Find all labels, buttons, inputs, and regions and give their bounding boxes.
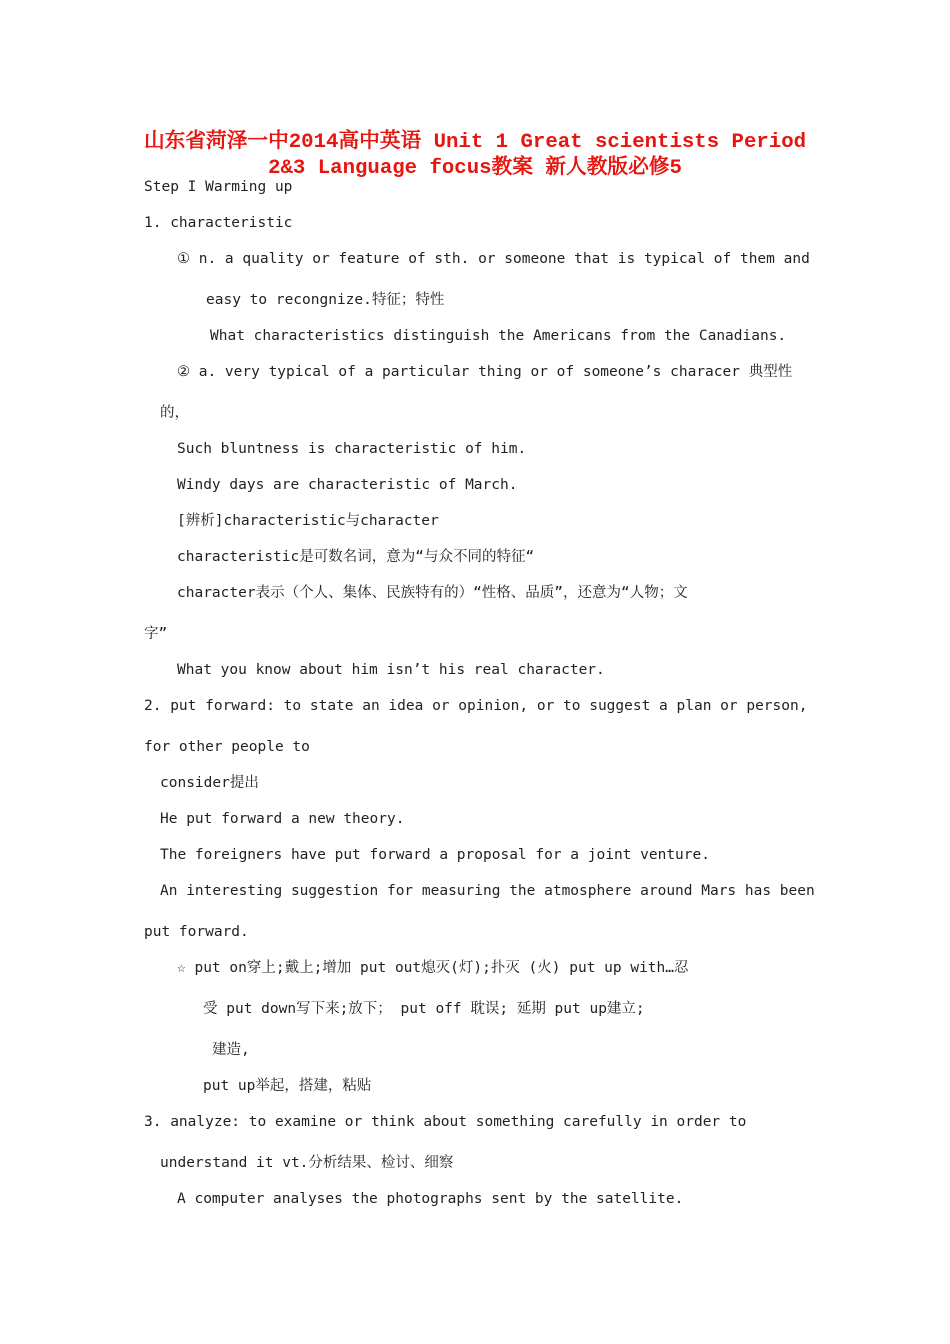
example-sentence: put forward. (144, 924, 249, 940)
example-sentence: A computer analyses the photographs sent by the satellite. (177, 1191, 684, 1207)
analysis-line: 字” (144, 626, 168, 642)
definition-line: ① n. a quality or feature of sth. or someone that is typical of them and (177, 251, 810, 267)
item-heading: 2. put forward: to state an idea or opinion, or to suggest a plan or person, (144, 698, 808, 714)
document-title-line-2: 2&3 Language focus教案 新人教版必修5 (268, 157, 682, 180)
item-heading: 1. characteristic (144, 215, 293, 231)
definition-line: consider提出 (160, 775, 259, 791)
phrase-list-line: put up举起，搭建，粘贴 (203, 1078, 372, 1094)
definition-line: easy to recongnize.特征；特性 (206, 292, 445, 308)
example-sentence: Windy days are characteristic of March. (177, 477, 518, 493)
example-sentence: The foreigners have put forward a proposal for a joint venture. (160, 847, 710, 863)
example-sentence: What characteristics distinguish the Americans from the Canadians. (210, 328, 787, 344)
phrase-list-line: 建造, (212, 1042, 250, 1058)
definition-line: for other people to (144, 739, 310, 755)
phrase-list-line: 受 put down写下来;放下； put off 耽误; 延期 put up建立; (203, 1001, 645, 1017)
item-heading: 3. analyze: to examine or think about something carefully in order to (144, 1114, 747, 1130)
phrase-list-line: ☆ put on穿上;戴上;增加 put out熄灭(灯);扑灭 (火) put up with…忍 (177, 960, 689, 976)
example-sentence: What you know about him isn’t his real character. (177, 662, 605, 678)
document-title-line-1: 山东省菏泽一中2014高中英语 Unit 1 Great scientists Period (143, 131, 807, 154)
section-heading: Step I Warming up (144, 179, 293, 195)
analysis-heading: [辨析]characteristic与character (177, 513, 439, 529)
definition-line: ② a. very typical of a particular thing or of someone’s characer 典型性 (177, 364, 793, 380)
analysis-line: character表示（个人、集体、民族特有的）“性格、品质”，还意为“人物；文 (177, 585, 688, 601)
example-sentence: Such bluntness is characteristic of him. (177, 441, 527, 457)
example-sentence: An interesting suggestion for measuring the atmosphere around Mars has been (160, 883, 815, 899)
example-sentence: He put forward a new theory. (160, 811, 405, 827)
analysis-line: characteristic是可数名词，意为“与众不同的特征“ (177, 549, 535, 565)
definition-line: understand it vt.分析结果、检讨、细察 (160, 1155, 454, 1171)
definition-line: 的， (160, 405, 189, 421)
